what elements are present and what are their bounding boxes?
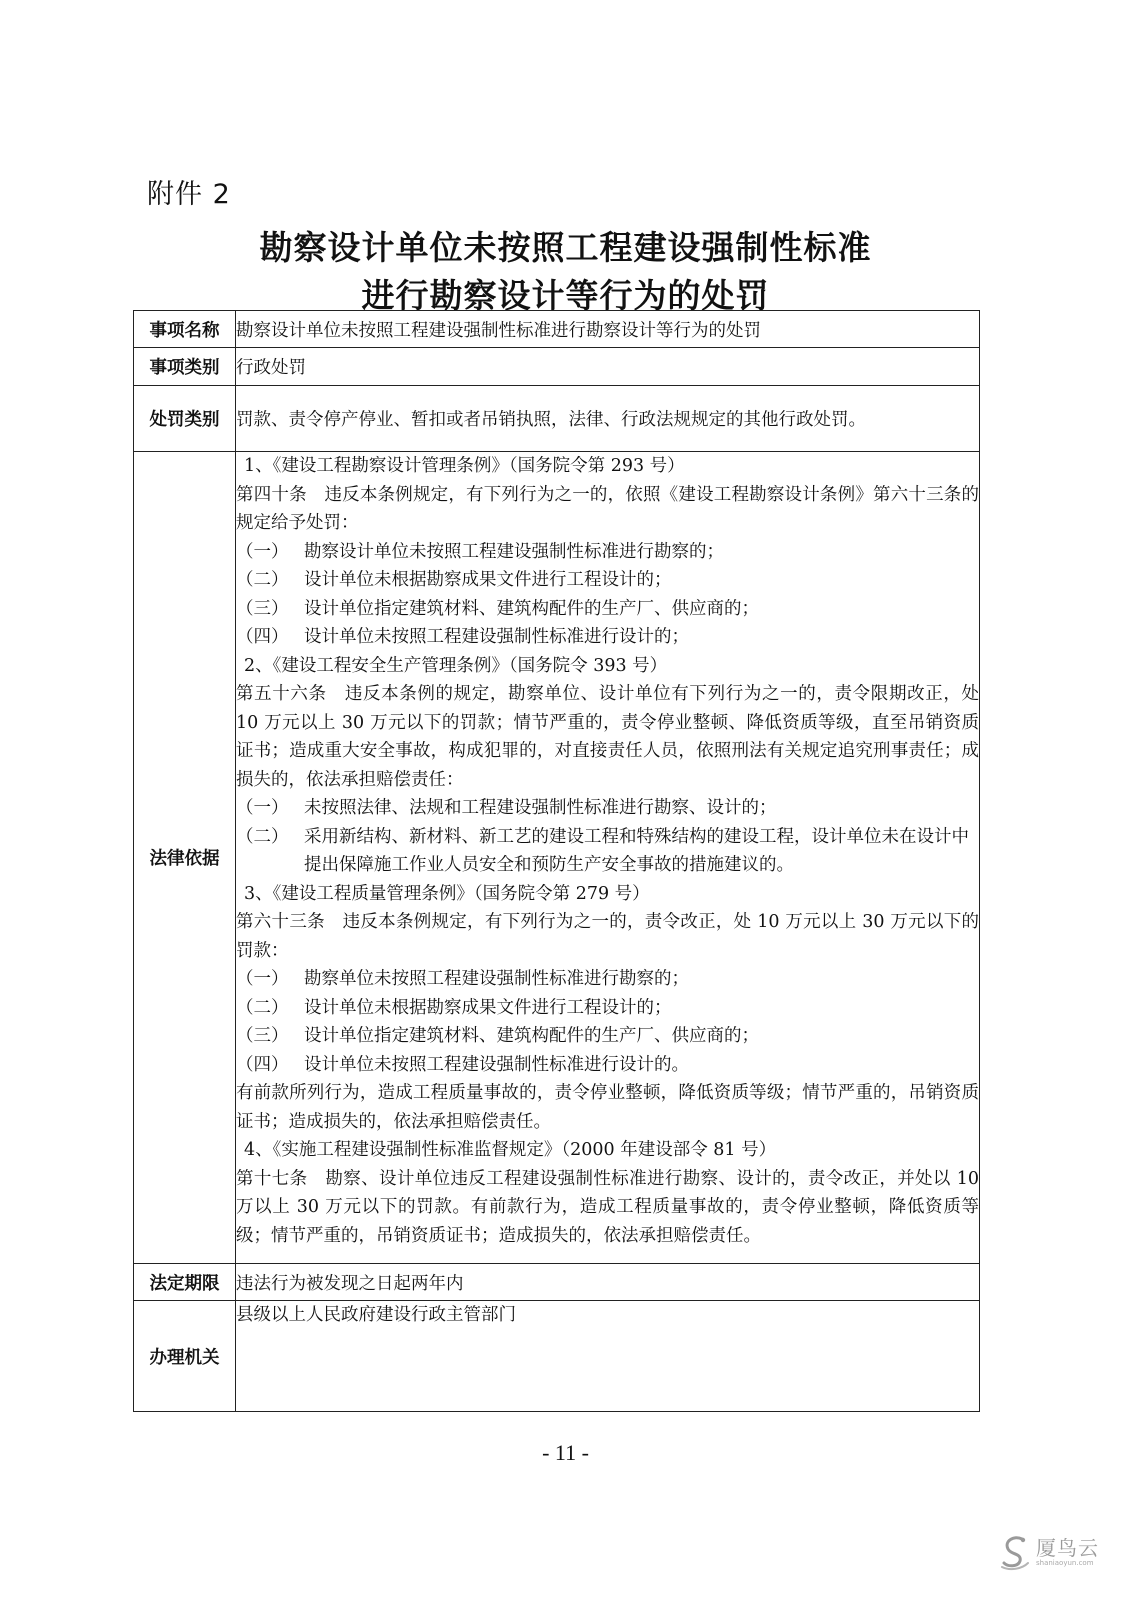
law-3-item: （二） 设计单位未根据勘察成果文件进行工程设计的； xyxy=(236,997,672,1018)
legal-basis-content xyxy=(236,452,980,1264)
row-legal-basis xyxy=(134,452,980,1264)
attachment-label: 附件 2 xyxy=(147,179,231,210)
law-4-article: 第十七条 勘察、设计单位违反工程建设强制性标准进行勘察、设计的，责令改正，并处以 10 万以上 30 万元以下的罚款。有前款行为，造成工程质量事故的，责令停业整顿，降低资质等级；情节严重的，吊销资质证书；造成损失的，依法承担赔偿责任。 xyxy=(236,1168,979,1246)
penalty-info-table xyxy=(133,310,980,1412)
row-penalty-category xyxy=(134,386,980,452)
value-item-name: 勘察设计单位未按照工程建设强制性标准进行勘察设计等行为的处罚 xyxy=(236,311,980,348)
watermark-url: shaniaoyun.com xyxy=(1036,1558,1094,1567)
law-3-item: （三） 设计单位指定建筑材料、建筑构配件的生产厂、供应商的； xyxy=(236,1026,759,1046)
row-item-category xyxy=(134,348,980,386)
law-3-item: （四） 设计单位未按照工程建设强制性标准进行设计的。 xyxy=(236,1054,689,1075)
law-1-item: （四） 设计单位未按照工程建设强制性标准进行设计的； xyxy=(236,627,689,647)
law-1-article: 第四十条 违反本条例规定，有下列行为之一的，依照《建设工程勘察设计条例》第六十三条的规定给予处罚： xyxy=(236,484,979,533)
law-1-title: 1、《建设工程勘察设计管理条例》（国务院令第 293 号） xyxy=(244,456,685,476)
law-3-article: 第六十三条 违反本条例规定，有下列行为之一的，责令改正，处 10 万元以上 30 万元以下的罚款： xyxy=(236,912,979,961)
label-handling-authority: 办理机关 xyxy=(134,1301,236,1412)
law-1-item: （一） 勘察设计单位未按照工程建设强制性标准进行勘察的； xyxy=(236,541,724,562)
value-handling-authority: 县级以上人民政府建设行政主管部门 xyxy=(236,1301,980,1412)
label-statutory-period: 法定期限 xyxy=(134,1264,236,1301)
watermark-logo xyxy=(998,1532,1108,1572)
law-1-item: （三） 设计单位指定建筑材料、建筑构配件的生产厂、供应商的； xyxy=(236,598,759,619)
value-penalty-category: 罚款、责令停产停业、暂扣或者吊销执照，法律、行政法规规定的其他行政处罚。 xyxy=(236,386,980,452)
law-4-title: 4、《实施工程建设强制性标准监督规定》（2000 年建设部令 81 号） xyxy=(244,1140,777,1160)
page-number: - 11 - xyxy=(542,1440,589,1465)
law-3-title: 3、《建设工程质量管理条例》（国务院令第 279 号） xyxy=(244,883,650,904)
watermark-name: 厦鸟云 xyxy=(1036,1535,1099,1560)
law-2-item: （一） 未按照法律、法规和工程建设强制性标准进行勘察、设计的； xyxy=(236,798,777,818)
law-3-item: （一） 勘察单位未按照工程建设强制性标准进行勘察的； xyxy=(236,969,689,989)
law-1-item: （二） 设计单位未根据勘察成果文件进行工程设计的； xyxy=(236,570,672,590)
label-item-category: 事项类别 xyxy=(134,348,236,386)
law-2-item: （二） 采用新结构、新材料、新工艺的建设工程和特殊结构的建设工程，设计单位未在设计中提出保障施工作业人员安全和预防生产安全事故的措施建议的。 xyxy=(236,826,969,875)
row-item-name xyxy=(134,311,980,348)
label-penalty-category: 处罚类别 xyxy=(134,386,236,452)
label-legal-basis: 法律依据 xyxy=(134,452,236,1264)
law-2-title: 2、《建设工程安全生产管理条例》（国务院令 393 号） xyxy=(244,655,668,676)
document-title-line-1: 勘察设计单位未按照工程建设强制性标准 xyxy=(259,228,872,267)
value-statutory-period: 违法行为被发现之日起两年内 xyxy=(236,1264,980,1301)
law-2-article: 第五十六条 违反本条例的规定，勘察单位、设计单位有下列行为之一的，责令限期改正，处 10 万元以上 30 万元以下的罚款；情节严重的，责令停业整顿、降低资质等级，直至吊销资质证书；造成重大安全事故，构成犯罪的，对直接责任人员，依照刑法有关规定追究刑事责任；成损失的，依法承担赔偿责任： xyxy=(236,684,979,790)
label-item-name: 事项名称 xyxy=(134,311,236,348)
row-handling-authority xyxy=(134,1301,980,1412)
document-title-line-2: 进行勘察设计等行为的处罚 xyxy=(361,276,770,315)
bird-logo-icon xyxy=(998,1533,1032,1571)
law-3-closing: 有前款所列行为，造成工程质量事故的，责令停业整顿，降低资质等级；情节严重的，吊销资质证书；造成损失的，依法承担赔偿责任。 xyxy=(236,1083,979,1132)
value-item-category: 行政处罚 xyxy=(236,348,980,386)
row-statutory-period xyxy=(134,1264,980,1301)
